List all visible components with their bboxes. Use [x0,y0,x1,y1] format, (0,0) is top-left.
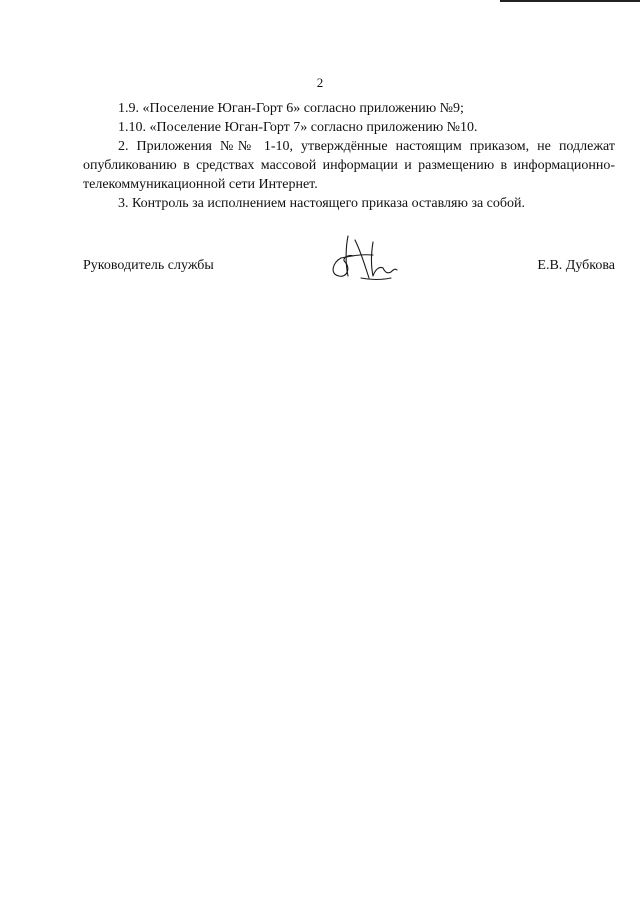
page-number: 2 [316,75,324,90]
document-body [83,99,615,213]
signer-name: Е.В. Дубкова [537,258,615,273]
handwritten-signature [321,228,401,284]
top-rule [500,0,640,2]
signature-block [83,228,615,288]
signer-title: Руководитель службы [83,258,214,273]
paragraph-1-9: 1.9. «Поселение Юган-Горт 6» согласно приложению №9; [118,101,464,116]
paragraph-2: 2. Приложения №№ 1-10, утверждённые настоящим приказом, не подлежат опубликованию в средствах массовой информации и размещению в информационно-телекоммуникационной сети Интернет. [83,139,615,192]
paragraph-1-10: 1.10. «Поселение Юган-Горт 7» согласно приложению №10. [118,120,478,135]
paragraph-3: 3. Контроль за исполнением настоящего приказа оставляю за собой. [118,196,526,211]
